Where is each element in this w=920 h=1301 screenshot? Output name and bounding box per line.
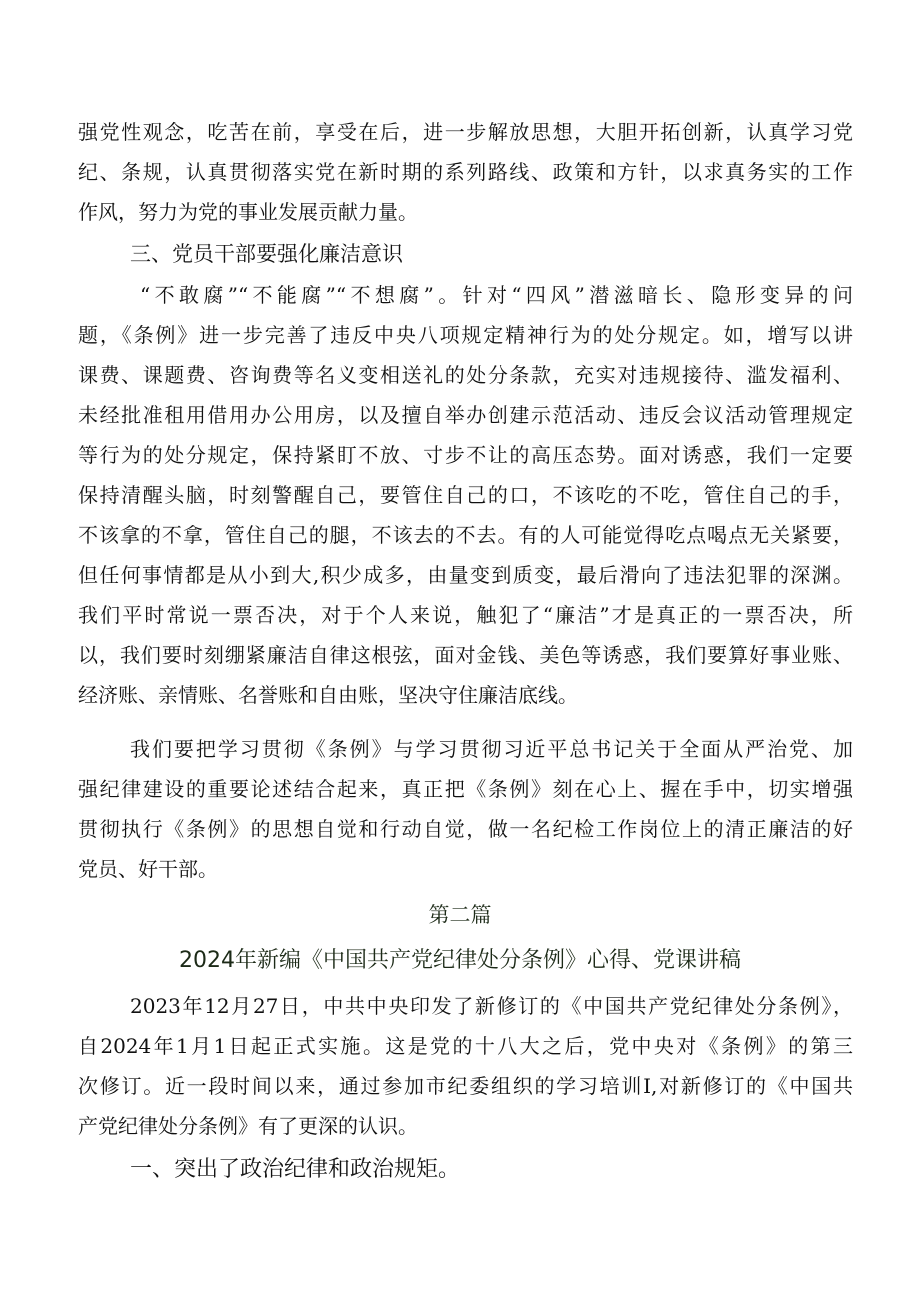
paragraph-line: 纪、条规，认真贯彻落实党在新时期的系列路线、政策和方针，以求真务实的工作 xyxy=(78,160,853,184)
paragraph-line: 产党纪律处分条例》有了更深的认识。 xyxy=(78,1114,418,1138)
paragraph-line: 不该拿的不拿，管住自己的腿，不该去的不去。有的人可能觉得吃点喝点无关紧要， xyxy=(78,523,853,547)
paragraph-line: 强纪律建设的重要论述结合起来，真正把《条例》刻在心上、握在手中，切实增强 xyxy=(78,777,853,801)
paragraph-line: 等行为的处分规定，保持紧盯不放、寸步不让的高压态势。面对诱惑，我们一定要 xyxy=(78,443,853,467)
paragraph-line: 以，我们要时刻绷紧廉洁自律这根弦，面对金钱、美色等诱惑，我们要算好事业账、 xyxy=(78,643,853,667)
paragraph-line: 党员、好干部。 xyxy=(78,857,218,881)
paragraph-line: “不敢腐”“不能腐”“不想腐”。针对“四风”潜滋暗长、隐形变异的问 xyxy=(140,283,853,307)
paragraph-line: 题，《条例》进一步完善了违反中央八项规定精神行为的处分规定。如，增写以讲 xyxy=(78,323,853,347)
paragraph-line: 自2024年1月1日起正式实施。这是党的十八大之后，党中央对《条例》的第三 xyxy=(78,1034,853,1058)
section-heading: 一、突出了政治纪律和政治规矩。 xyxy=(130,1157,461,1182)
paragraph-line: 我们要把学习贯彻《条例》与学习贯彻习近平总书记关于全面从严治党、加 xyxy=(130,737,853,761)
paragraph-line: 未经批准租用借用办公用房，以及擅自举办创建示范活动、违反会议活动管理规定 xyxy=(78,403,853,427)
paragraph-line: 2023年12月27日，中共中央印发了新修订的《中国共产党纪律处分条例》， xyxy=(130,994,853,1018)
paragraph-line: 我们平时常说一票否决，对于个人来说，触犯了“廉洁”才是真正的一票否决，所 xyxy=(78,603,853,627)
document-title: 2024年新编《中国共产党纪律处分条例》心得、党课讲稿 xyxy=(179,948,741,973)
paragraph-line: 经济账、亲情账、名誉账和自由账，坚决守住廉洁底线。 xyxy=(78,683,578,707)
paragraph-line: 贯彻执行《条例》的思想自觉和行动自觉，做一名纪检工作岗位上的清正廉洁的好 xyxy=(78,817,853,841)
paragraph-line: 次修订。近一段时间以来，通过参加市纪委组织的学习培训I,对新修订的《中国共 xyxy=(78,1074,853,1098)
section-heading: 三、党员干部要强化廉洁意识 xyxy=(130,242,403,266)
paragraph-line: 但任何事情都是从小到大,积少成多，由量变到质变，最后滑向了违法犯罪的深渊。 xyxy=(78,563,853,587)
paragraph-line: 保持清醒头脑，时刻警醒自己，要管住自己的口，不该吃的不吃，管住自己的手， xyxy=(78,483,853,507)
paragraph-line: 课费、课题费、咨询费等名义变相送礼的处分条款，充实对违规接待、滥发福利、 xyxy=(78,363,853,387)
paragraph-line: 强党性观念，吃苦在前，享受在后，进一步解放思想，大胆开拓创新，认真学习党 xyxy=(78,120,853,144)
section-label: 第二篇 xyxy=(428,903,492,927)
paragraph-line: 作风，努力为党的事业发展贡献力量。 xyxy=(78,200,418,224)
